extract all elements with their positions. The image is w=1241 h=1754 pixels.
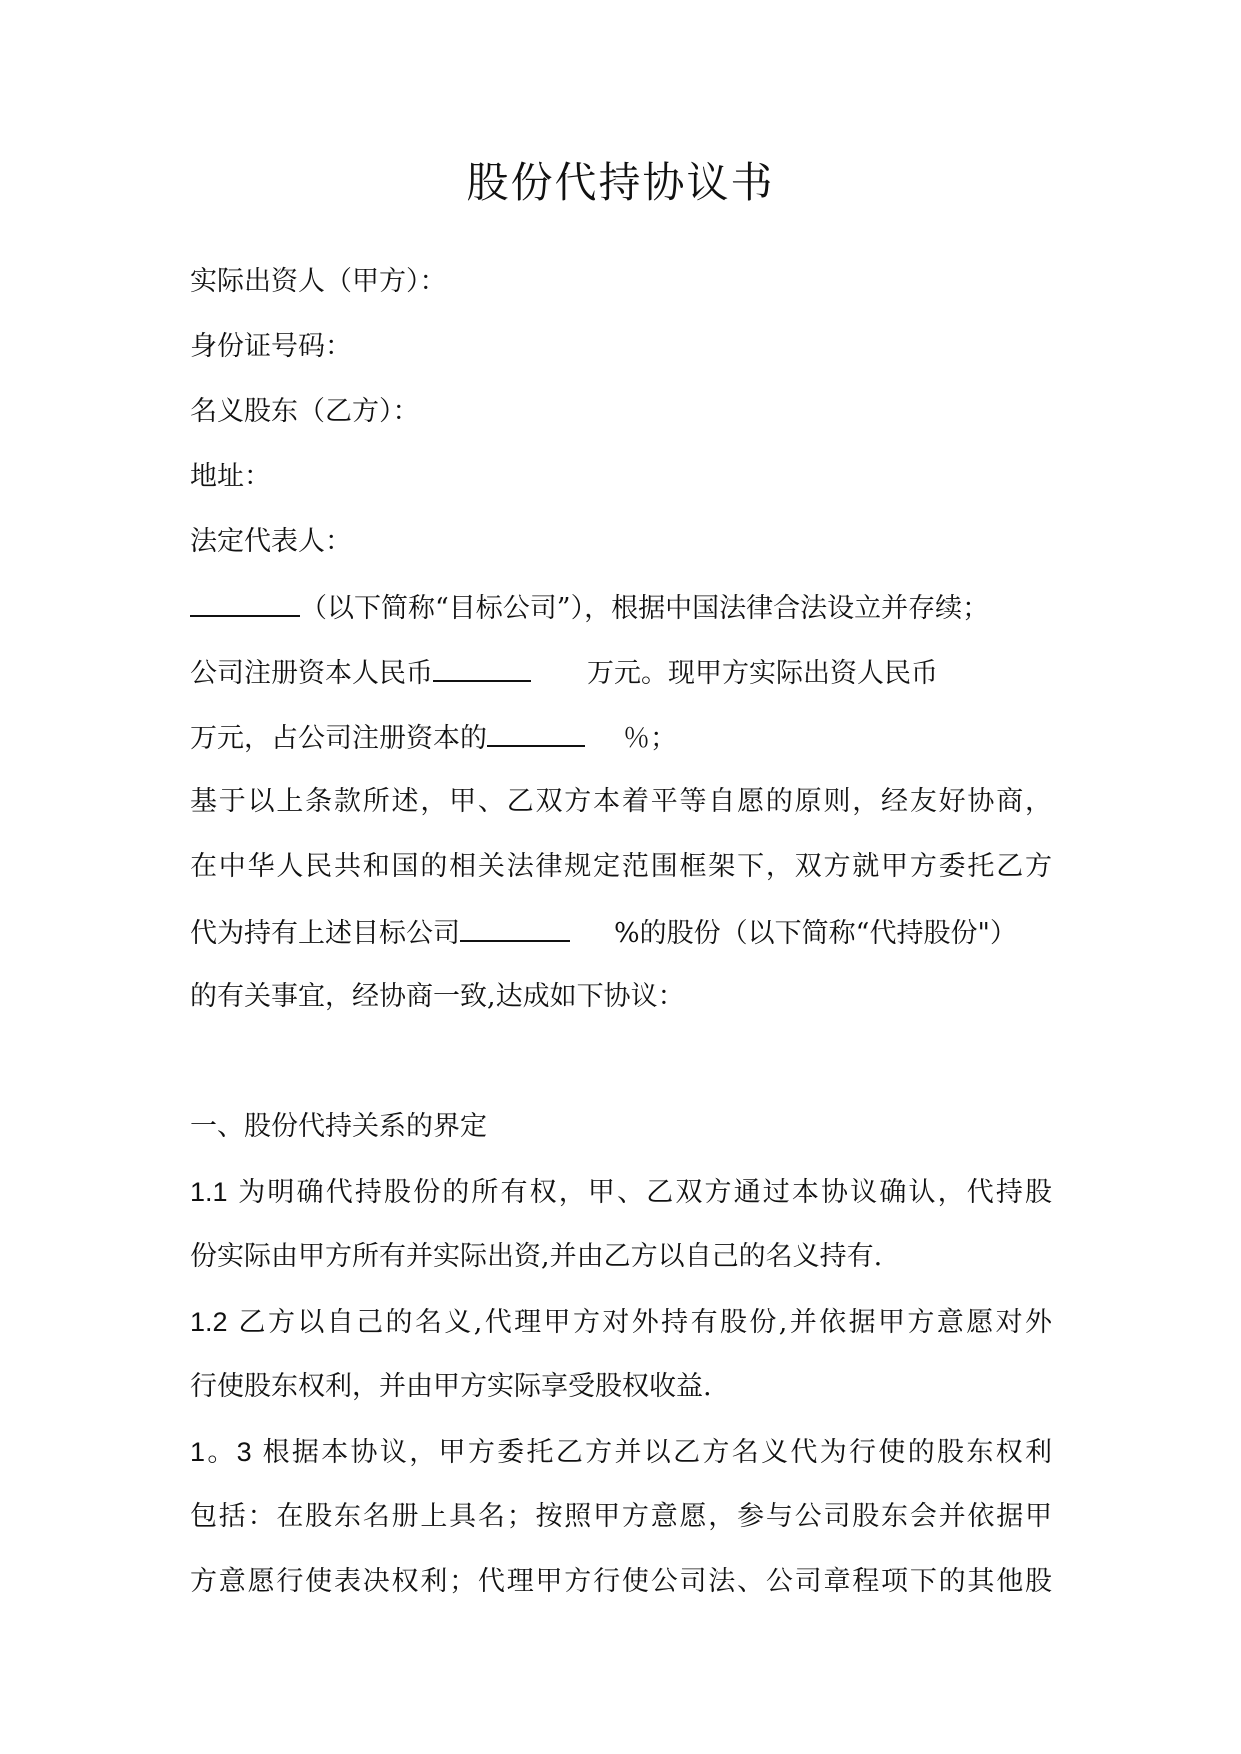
recital-line-3 [190,912,1017,954]
clause-1-1-number: 1.1 [190,1177,228,1207]
clause-1-3-number: 1。3 [190,1437,252,1467]
section-1-heading: 一、股份代持关系的界定 [190,1111,487,1142]
address-label: 地址： [190,461,271,492]
clause-1-3-line-2: 包括：在股东名册上具名；按照甲方意愿，参与公司股东会并依据甲 [190,1501,1052,1532]
company-intro-line [190,587,989,629]
clause-1-3-text: 根据本协议，甲方委托乙方并以乙方名义代为行使的股东权利 [262,1437,1052,1468]
capital-middle: 万元。现甲方实际出资人民币 [587,658,938,689]
clause-1-3-line-3: 方意愿行使表决权利；代理甲方行使公司法、公司章程项下的其他股 [190,1566,1052,1597]
company-intro-text: （以下简称“目标公司”），根据中国法律合法设立并存续； [300,593,990,624]
capital-line [190,652,938,694]
held-share-percent-blank[interactable] [460,912,570,942]
recital-line-3-suffix: %的股份（以下简称“代持股份"） [614,918,1017,949]
clause-1-2-line-2: 行使股东权利，并由甲方实际享受股权收益. [190,1371,712,1402]
clause-1-1-line-2: 份实际由甲方所有并实际出资,并由乙方以自己的名义持有. [190,1241,883,1272]
document-title: 股份代持协议书 [466,158,775,207]
recital-line-4: 的有关事宜，经协商一致,达成如下协议： [190,981,685,1012]
capital-prefix: 公司注册资本人民币 [190,658,433,689]
legal-representative-label: 法定代表人： [190,526,352,557]
recital-line-1: 基于以上条款所述，甲、乙双方本着平等自愿的原则，经友好协商， [190,786,1052,817]
clause-1-1-text: 为明确代持股份的所有权，甲、乙双方通过本协议确认，代持股 [238,1177,1053,1208]
recital-line-2: 在中华人民共和国的相关法律规定范围框架下，双方就甲方委托乙方 [190,851,1052,882]
party-a-label: 实际出资人（甲方）： [190,266,447,297]
recital-line-3-prefix: 代为持有上述目标公司 [190,918,460,949]
capital-ratio-blank[interactable] [487,717,585,747]
ratio-line [190,717,677,759]
ratio-prefix: 万元，占公司注册资本的 [190,723,487,754]
clause-1-3-line-1 [190,1432,1052,1473]
party-b-label: 名义股东（乙方）： [190,396,420,427]
clause-1-2-number: 1.2 [190,1307,228,1337]
clause-1-2-line-1 [190,1302,1052,1343]
clause-1-2-text: 乙方以自己的名义,代理甲方对外持有股份,并依据甲方意愿对外 [238,1307,1052,1338]
ratio-suffix: ％； [623,723,677,754]
clause-1-1-line-1 [190,1172,1052,1213]
id-number-label: 身份证号码： [190,331,352,362]
registered-capital-blank[interactable] [433,652,531,682]
company-name-blank[interactable] [190,587,300,617]
